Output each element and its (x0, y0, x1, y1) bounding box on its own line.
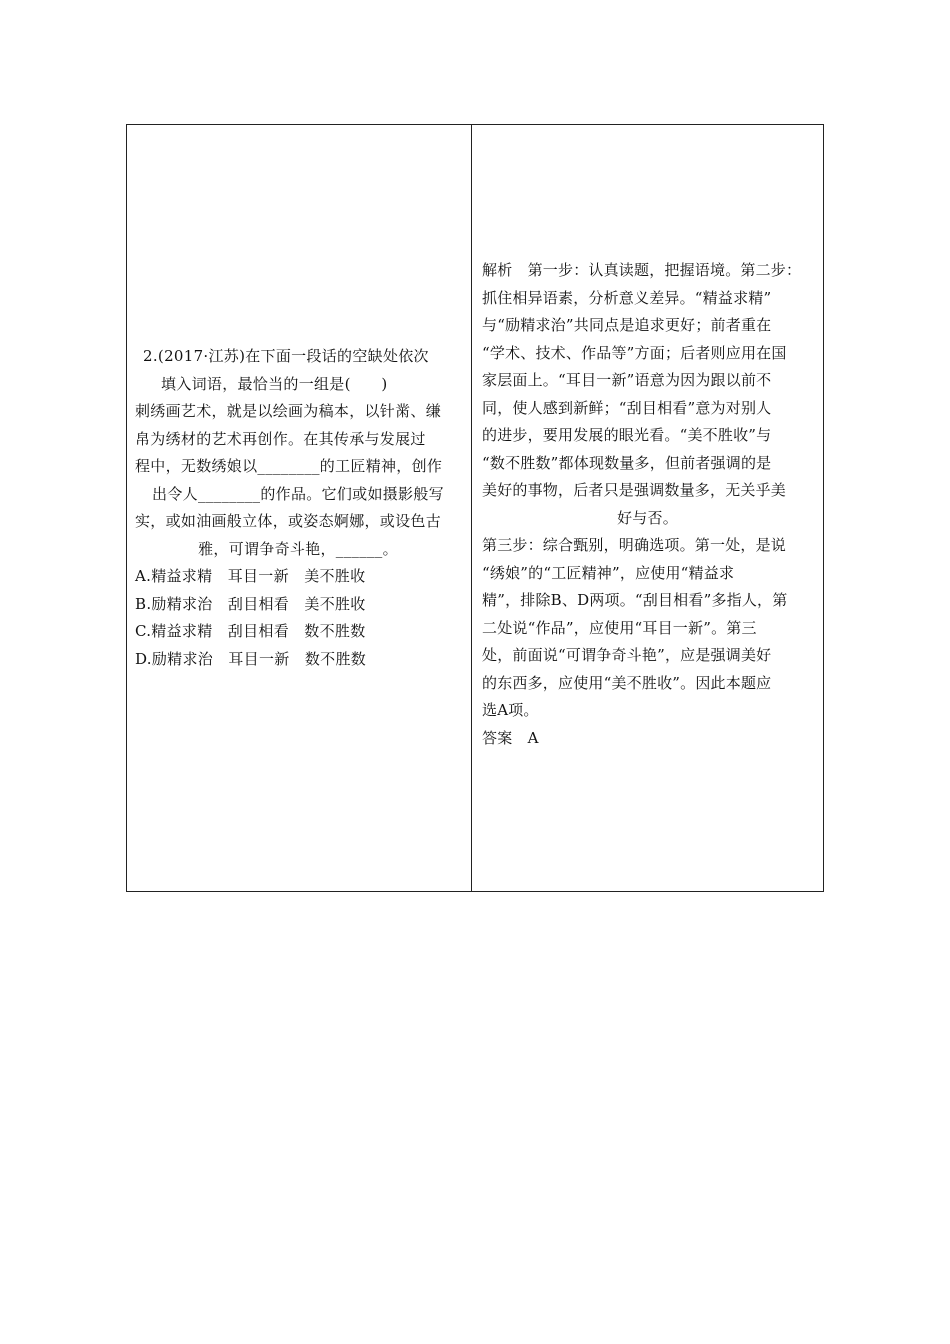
analysis-line: 解析 第一步：认真读题，把握语境。第二步： (482, 261, 802, 279)
analysis-line: 家层面上。“耳目一新”语意为因为跟以前不 (482, 371, 772, 389)
analysis-line: 的东西多，应使用“美不胜收”。因此本题应 (482, 673, 772, 692)
question-block (135, 343, 461, 673)
passage-line: 帛为绣材的艺术再创作。在其传承与发展过 (135, 429, 426, 448)
analysis-block (482, 257, 813, 752)
analysis-line: 与“励精求治”共同点是追求更好；前者重在 (482, 316, 772, 334)
question-cell (127, 125, 472, 891)
analysis-line: 二处说“作品”，应使用“耳目一新”。第三 (482, 618, 757, 637)
analysis-line: 精”，排除B、D两项。“刮目相看”多指人，第 (482, 591, 788, 609)
analysis-line: 选A项。 (482, 701, 539, 719)
analysis-line: 的进步，要用发展的眼光看。“美不胜收”与 (482, 426, 772, 444)
option-a: A.精益求精 耳目一新 美不胜收 (135, 567, 366, 585)
question-stem-line2: 填入词语，最恰当的一组是( ) (161, 374, 388, 393)
question-stem-line1: 2.(2017·江苏)在下面一段话的空缺处依次 (143, 347, 429, 365)
option-b: B.励精求治 刮目相看 美不胜收 (135, 594, 366, 613)
answer-line: 答案 A (482, 728, 539, 747)
analysis-line: “数不胜数”都体现数量多，但前者强调的是 (482, 453, 772, 472)
option-d: D.励精求治 耳目一新 数不胜数 (135, 649, 367, 668)
analysis-line: 抓住相异语素，分析意义差异。“精益求精” (482, 288, 772, 307)
options-list (135, 563, 461, 673)
passage-line: 刺绣画艺术，就是以绘画为稿本，以针黹、缣 (135, 402, 442, 420)
passage-line: 出令人________的作品。它们或如摄影般写 (152, 484, 444, 503)
passage-line: 程中，无数绣娘以________的工匠精神，创作 (135, 457, 443, 475)
analysis-line: “学术、技术、作品等”方面；后者则应用在国 (482, 343, 787, 362)
analysis-line: 同，使人感到新鲜；“刮目相看”意为对别人 (482, 398, 772, 417)
analysis-line: 第三步：综合甄别，明确选项。第一处，是说 (482, 536, 787, 554)
passage-line: 雅，可谓争奇斗艳，______。 (198, 539, 398, 558)
option-c: C.精益求精 刮目相看 数不胜数 (135, 622, 366, 640)
analysis-line: 美好的事物，后者只是强调数量多，无关乎美 (482, 481, 787, 499)
analysis-line: 处，前面说“可谓争奇斗艳”，应是强调美好 (482, 646, 772, 664)
passage-line: 实，或如油画般立体，或姿态婀娜，或设色古 (135, 512, 442, 530)
analysis-line: “绣娘”的“工匠精神”，应使用“精益求 (482, 563, 735, 582)
question-table (126, 124, 824, 892)
analysis-cell (472, 125, 823, 891)
analysis-line: 好与否。 (617, 508, 678, 527)
